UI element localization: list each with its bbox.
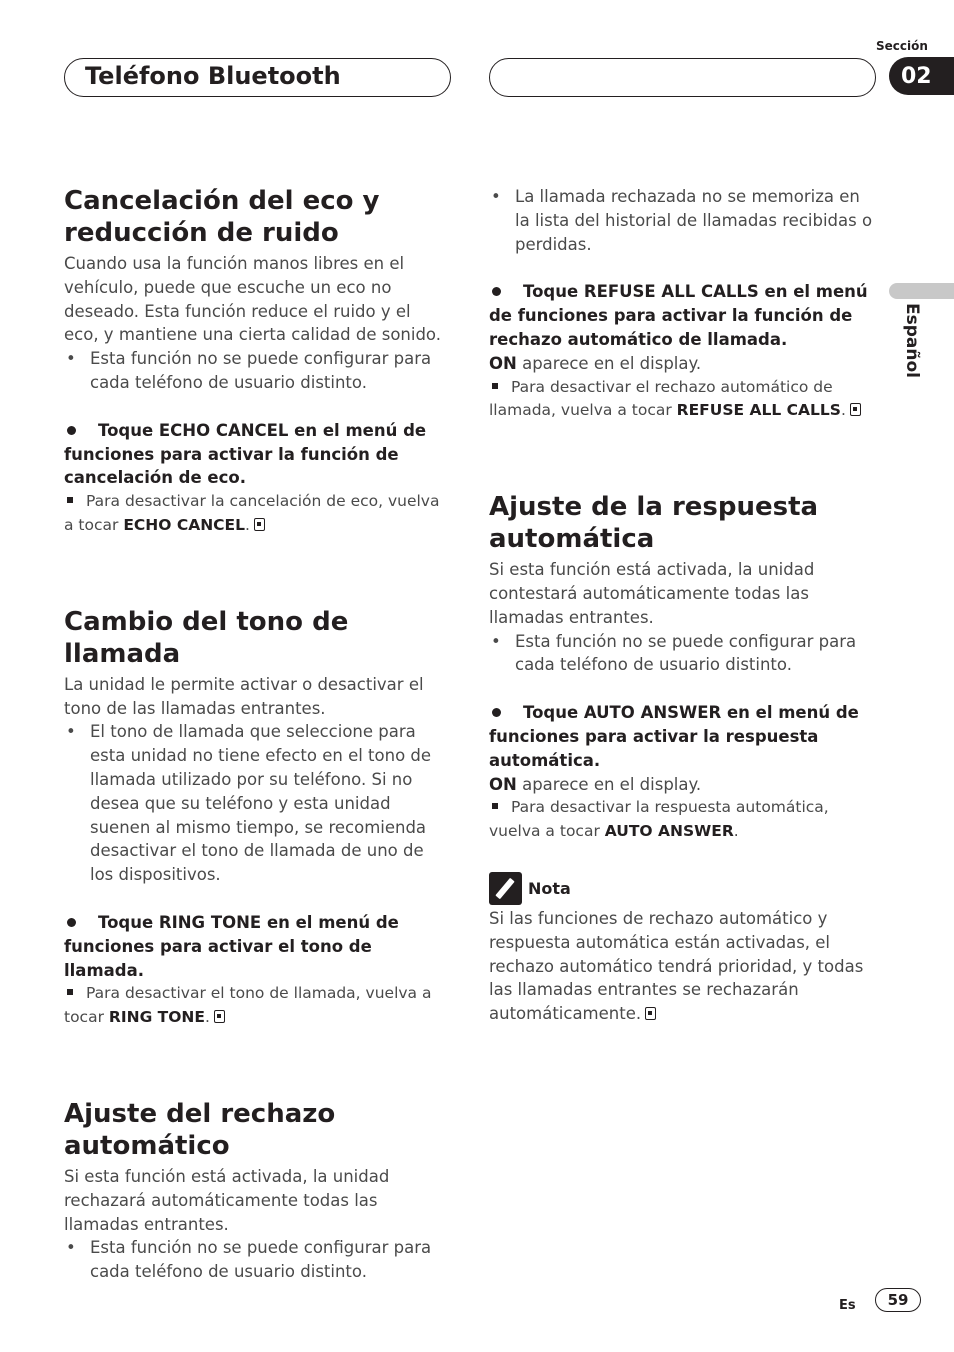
- pencil-note-icon: [489, 872, 522, 905]
- section-label: Sección: [876, 39, 928, 53]
- end-mark-icon: [214, 1010, 225, 1023]
- nota-label: Nota: [528, 878, 571, 898]
- page-title: Teléfono Bluetooth: [85, 62, 341, 90]
- step-instruction: Toque RING TONE en el menú de funciones para activar el tono de llamada.: [64, 912, 399, 980]
- bullet-item: • Esta función no se puede configurar para cada teléfono de usuario distinto.: [489, 630, 874, 678]
- bullet-item: • Esta función no se puede configurar para cada teléfono de usuario distinto.: [64, 1236, 449, 1284]
- heading-auto-reject: Ajuste del rechazo automático: [64, 1098, 336, 1161]
- language-tab-bar: [889, 283, 954, 299]
- square-bullet-icon: [67, 497, 73, 503]
- nota-header: [489, 872, 874, 905]
- square-bullet-icon: [67, 989, 73, 995]
- note-line: Para desactivar el rechazo automático de llamada, vuelva a tocar REFUSE ALL CALLS.: [489, 376, 874, 424]
- heading-echo-cancel: Cancelación del eco y reducción de ruido: [64, 186, 380, 248]
- bullet-item: • El tono de llamada que seleccione para esta unidad no tiene efecto en el tono de llamada utilizado por su teléfono. Si no desea que su teléfono y esta unidad suenen al mismo tiempo, se recomienda desactivar el tono de llamada de uno de los dispositivos.: [64, 720, 449, 887]
- language-tab-label: Español: [902, 303, 922, 378]
- end-mark-icon: [645, 1007, 656, 1020]
- bullet-item: • Esta función no se puede configurar para cada teléfono de usuario distinto.: [64, 347, 449, 395]
- paragraph: La unidad le permite activar o desactivar el tono de las llamadas entrantes.: [64, 674, 424, 718]
- right-column: [489, 185, 874, 1026]
- step-instruction: Toque REFUSE ALL CALLS en el menú de funciones para activar la función de rechazo automático de llamada.: [489, 282, 868, 349]
- nota-text: Si las funciones de rechazo automático y respuesta automática están activadas, el rechazo automático tendrá prioridad, y todas las llamadas entrantes se rechazarán automáticamente.: [489, 908, 864, 1024]
- paragraph: Si esta función está activada, la unidad rechazará automáticamente todas las llamadas entrantes.: [64, 1166, 390, 1234]
- heading-ring-tone: Cambio del tono de llamada: [64, 606, 349, 669]
- note-line: Para desactivar la respuesta automática, vuelva a tocar AUTO ANSWER.: [489, 798, 829, 841]
- end-mark-icon: [254, 518, 265, 531]
- square-bullet-icon: [492, 383, 498, 389]
- section-number-badge: 02: [889, 57, 954, 95]
- paragraph: Cuando usa la función manos libres en el vehículo, puede que escuche un eco no deseado. Esta función reduce el ruido y el eco, y mantiene una cierta calidad de sonido.: [64, 254, 441, 345]
- paragraph: Si esta función está activada, la unidad contestará automáticamente todas las llamadas entrantes.: [489, 560, 815, 627]
- end-mark-icon: [850, 403, 861, 416]
- note-line: Para desactivar la cancelación de eco, vuelva a tocar ECHO CANCEL.: [64, 492, 440, 534]
- square-bullet-icon: [492, 803, 498, 809]
- step-bullet-icon: [492, 287, 501, 296]
- header-empty-frame: [489, 58, 876, 97]
- step-bullet-icon: [67, 918, 76, 927]
- footer-language-code: Es: [839, 1298, 856, 1313]
- bullet-item: • La llamada rechazada no se memoriza en la lista del historial de llamadas recibidas o perdidas.: [489, 185, 874, 256]
- step-instruction: Toque AUTO ANSWER en el menú de funciones para activar la respuesta automática.: [489, 703, 859, 770]
- on-display-line: ON aparece en el display.: [489, 774, 702, 794]
- left-column: [64, 185, 449, 1284]
- step-bullet-icon: [492, 708, 501, 717]
- step-bullet-icon: [67, 426, 76, 435]
- on-display-line: ON aparece en el display.: [489, 353, 702, 373]
- note-line: Para desactivar el tono de llamada, vuelva a tocar RING TONE.: [64, 984, 432, 1027]
- page-number: 59: [875, 1288, 921, 1312]
- step-instruction: Toque ECHO CANCEL en el menú de funciones para activar la función de cancelación de eco.: [64, 420, 427, 488]
- heading-auto-answer: Ajuste de la respuesta automática: [489, 492, 819, 555]
